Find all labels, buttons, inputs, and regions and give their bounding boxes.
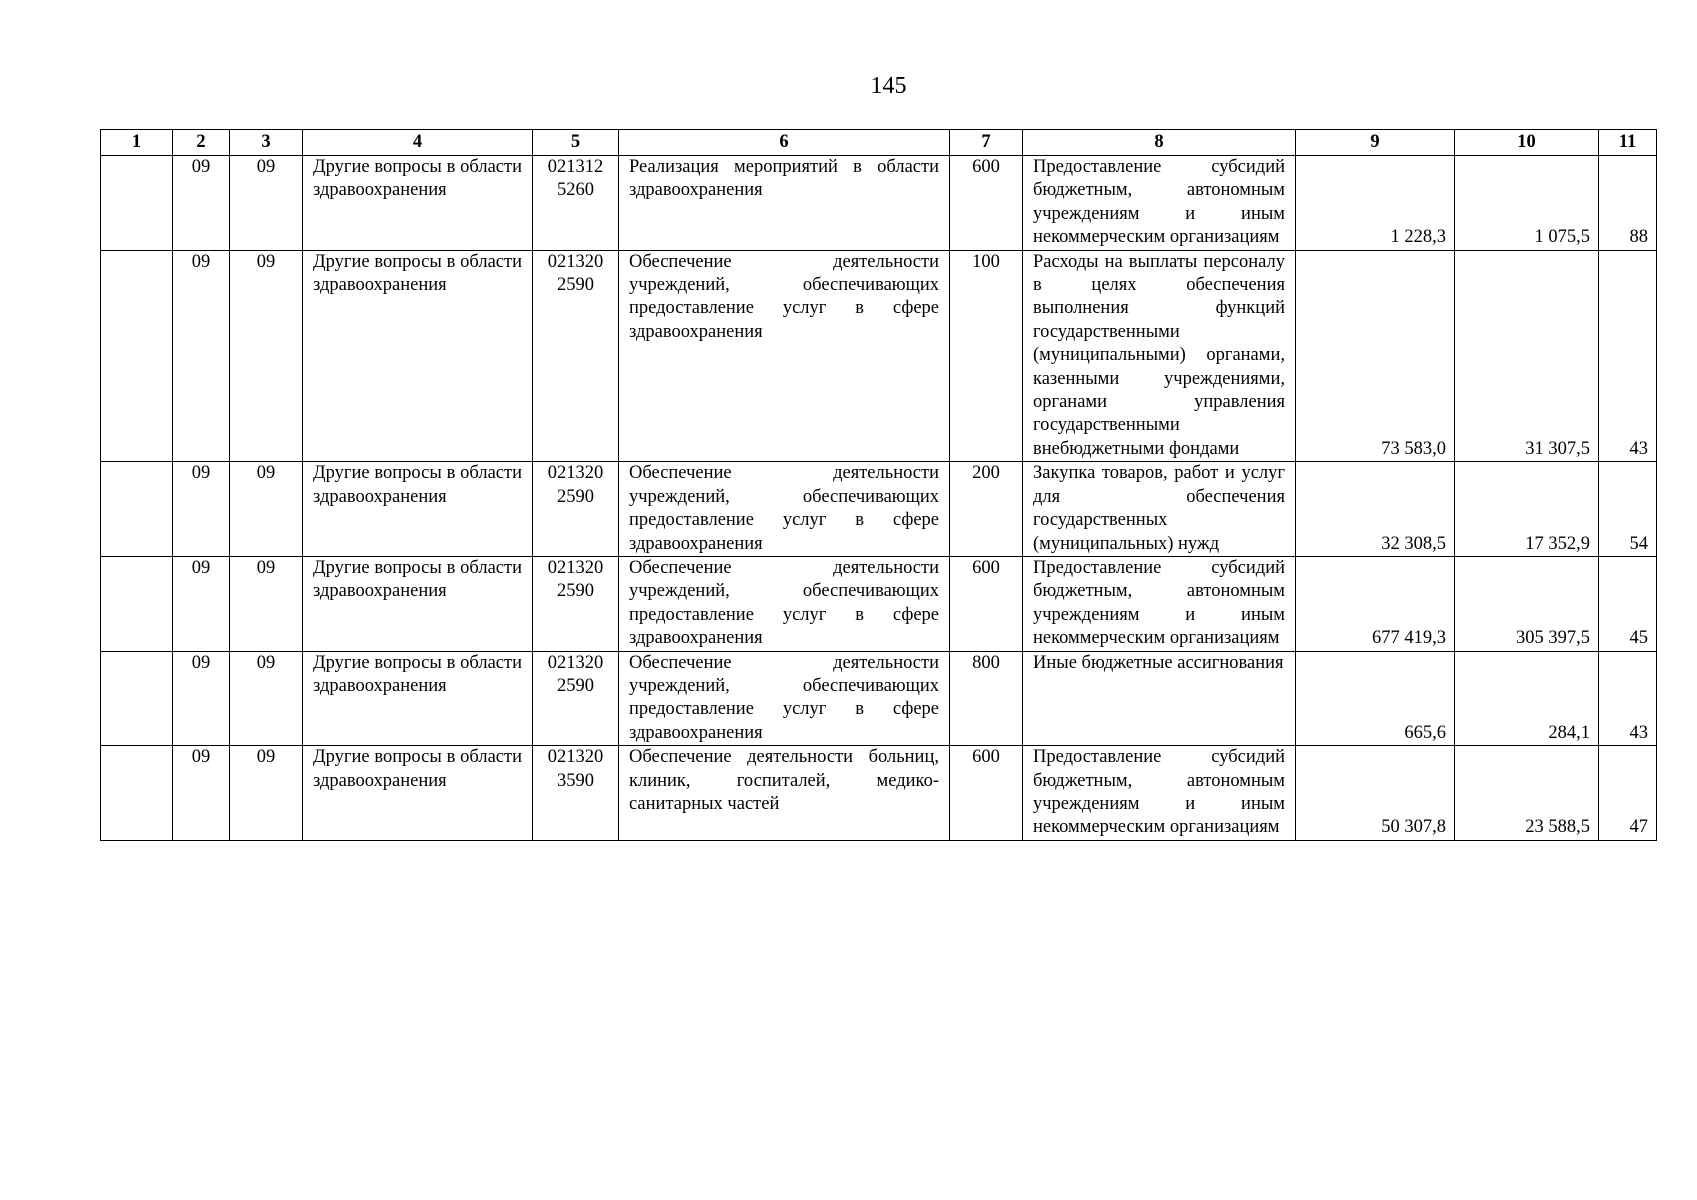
cell-subsection: 09	[230, 556, 303, 651]
cell-subsection-name: Другие вопросы в области здравоохранения	[303, 462, 533, 557]
cell-actual-amount: 1 075,5	[1455, 156, 1599, 251]
cell-target-name: Реализация мероприятий в области здравоохранения	[619, 156, 950, 251]
cell-expense-type-code: 100	[950, 250, 1023, 462]
cell-subsection: 09	[230, 156, 303, 251]
cell-expense-type-code: 600	[950, 556, 1023, 651]
cell-percent: 45	[1599, 556, 1657, 651]
cell-expense-type-code: 800	[950, 651, 1023, 746]
cell-target-name: Обеспечение деятельности учреждений, обеспечивающих предоставление услуг в сфере здравоохранения	[619, 250, 950, 462]
cell-subsection-name: Другие вопросы в области здравоохранения	[303, 651, 533, 746]
table-row	[101, 651, 1657, 746]
cell-actual-amount: 31 307,5	[1455, 250, 1599, 462]
cell-expense-type-name: Расходы на выплаты персоналу в целях обеспечения выполнения функций государственными (муниципальными) органами, казенными учреждениями, органами управления государственными внебюджетными фондами	[1023, 250, 1296, 462]
cell-target-name: Обеспечение деятельности учреждений, обеспечивающих предоставление услуг в сфере здравоохранения	[619, 651, 950, 746]
cell-plan-amount: 32 308,5	[1296, 462, 1455, 557]
table-row	[101, 462, 1657, 557]
target-code-part1: 021320	[547, 557, 604, 578]
cell-expense-type-code: 200	[950, 462, 1023, 557]
cell-col1	[101, 250, 173, 462]
cell-target-name: Обеспечение деятельности учреждений, обеспечивающих предоставление услуг в сфере здравоохранения	[619, 462, 950, 557]
target-code-part2: 3590	[557, 770, 594, 791]
cell-section: 09	[173, 556, 230, 651]
cell-actual-amount: 284,1	[1455, 651, 1599, 746]
target-code-part2: 2590	[557, 275, 594, 296]
table-body	[101, 156, 1657, 841]
cell-actual-amount: 23 588,5	[1455, 746, 1599, 841]
cell-col1	[101, 462, 173, 557]
cell-subsection: 09	[230, 746, 303, 841]
header-cell-11: 11	[1599, 130, 1657, 156]
cell-actual-amount: 305 397,5	[1455, 556, 1599, 651]
header-cell-6: 6	[619, 130, 950, 156]
target-code-part2: 2590	[557, 581, 594, 602]
cell-expense-type-name: Предоставление субсидий бюджетным, автономным учреждениям и иным некоммерческим организациям	[1023, 746, 1296, 841]
cell-plan-amount: 50 307,8	[1296, 746, 1455, 841]
cell-percent: 43	[1599, 651, 1657, 746]
target-code-part2: 5260	[557, 180, 594, 201]
table-row	[101, 556, 1657, 651]
cell-target-code	[533, 556, 619, 651]
cell-subsection: 09	[230, 250, 303, 462]
header-cell-10: 10	[1455, 130, 1599, 156]
cell-percent: 43	[1599, 250, 1657, 462]
cell-plan-amount: 665,6	[1296, 651, 1455, 746]
target-code-part1: 021320	[547, 251, 604, 272]
cell-target-code	[533, 746, 619, 841]
page-number: 145	[870, 73, 907, 99]
budget-table	[100, 129, 1657, 841]
cell-percent: 88	[1599, 156, 1657, 251]
header-cell-8: 8	[1023, 130, 1296, 156]
table-row	[101, 156, 1657, 251]
cell-percent: 47	[1599, 746, 1657, 841]
cell-subsection-name: Другие вопросы в области здравоохранения	[303, 746, 533, 841]
cell-expense-type-code: 600	[950, 156, 1023, 251]
cell-target-code	[533, 250, 619, 462]
cell-target-name: Обеспечение деятельности больниц, клиник, госпиталей, медико-санитарных частей	[619, 746, 950, 841]
cell-target-name: Обеспечение деятельности учреждений, обеспечивающих предоставление услуг в сфере здравоохранения	[619, 556, 950, 651]
cell-subsection-name: Другие вопросы в области здравоохранения	[303, 250, 533, 462]
cell-plan-amount: 677 419,3	[1296, 556, 1455, 651]
cell-section: 09	[173, 250, 230, 462]
target-code-part1: 021320	[547, 463, 604, 484]
header-cell-3: 3	[230, 130, 303, 156]
header-cell-1: 1	[101, 130, 173, 156]
cell-subsection: 09	[230, 651, 303, 746]
cell-target-code	[533, 462, 619, 557]
cell-subsection: 09	[230, 462, 303, 557]
cell-plan-amount: 1 228,3	[1296, 156, 1455, 251]
table-row	[101, 250, 1657, 462]
cell-col1	[101, 746, 173, 841]
cell-section: 09	[173, 462, 230, 557]
header-cell-9: 9	[1296, 130, 1455, 156]
table-header	[101, 130, 1657, 156]
cell-section: 09	[173, 156, 230, 251]
header-row	[101, 130, 1657, 156]
target-code-part1: 021320	[547, 652, 604, 673]
header-cell-5: 5	[533, 130, 619, 156]
table-row	[101, 746, 1657, 841]
cell-plan-amount: 73 583,0	[1296, 250, 1455, 462]
target-code-part1: 021320	[547, 747, 604, 768]
header-cell-2: 2	[173, 130, 230, 156]
cell-section: 09	[173, 651, 230, 746]
cell-col1	[101, 556, 173, 651]
cell-section: 09	[173, 746, 230, 841]
target-code-part2: 2590	[557, 675, 594, 696]
cell-subsection-name: Другие вопросы в области здравоохранения	[303, 156, 533, 251]
cell-actual-amount: 17 352,9	[1455, 462, 1599, 557]
cell-col1	[101, 156, 173, 251]
cell-target-code	[533, 156, 619, 251]
cell-expense-type-name: Предоставление субсидий бюджетным, автономным учреждениям и иным некоммерческим организациям	[1023, 156, 1296, 251]
cell-expense-type-name: Закупка товаров, работ и услуг для обеспечения государственных (муниципальных) нужд	[1023, 462, 1296, 557]
cell-expense-type-name: Иные бюджетные ассигнования	[1023, 651, 1296, 746]
cell-expense-type-code: 600	[950, 746, 1023, 841]
cell-target-code	[533, 651, 619, 746]
cell-percent: 54	[1599, 462, 1657, 557]
header-cell-4: 4	[303, 130, 533, 156]
header-cell-7: 7	[950, 130, 1023, 156]
cell-subsection-name: Другие вопросы в области здравоохранения	[303, 556, 533, 651]
cell-expense-type-name: Предоставление субсидий бюджетным, автономным учреждениям и иным некоммерческим организациям	[1023, 556, 1296, 651]
cell-col1	[101, 651, 173, 746]
target-code-part1: 021312	[547, 157, 604, 177]
target-code-part2: 2590	[557, 486, 594, 507]
